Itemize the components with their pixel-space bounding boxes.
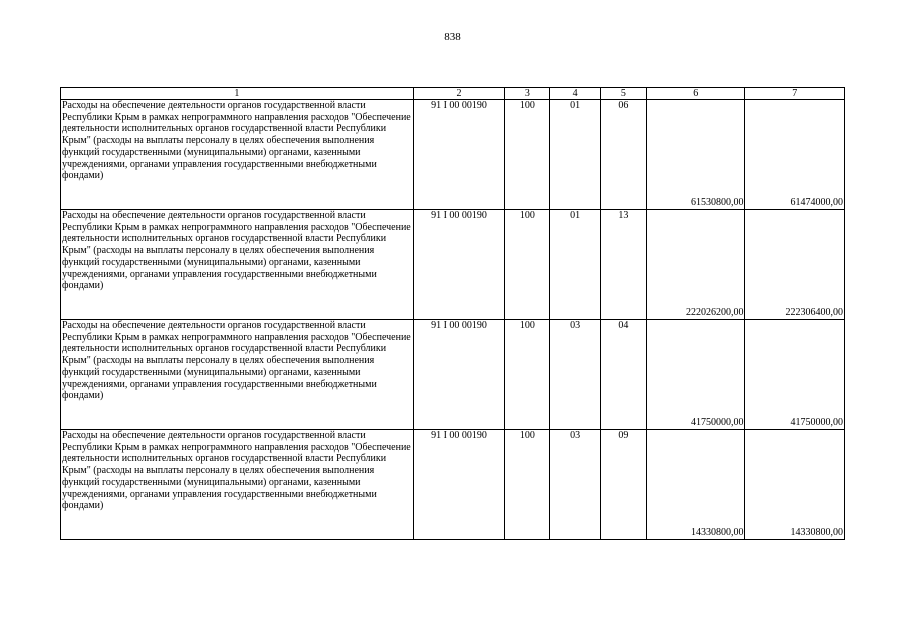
section-code: 01 (550, 210, 600, 320)
subsection-code: 06 (600, 100, 646, 210)
header-row (61, 88, 845, 100)
expense-type-code: 100 (505, 100, 550, 210)
subsection-code: 13 (600, 210, 646, 320)
column-header: 1 (61, 88, 414, 100)
subsection-code: 09 (600, 430, 646, 540)
expense-description: Расходы на обеспечение деятельности органов государственной власти Республики Крым в рамках непрограммного направления расходов "Обеспечение деятельности исполнительных органов государственной власти Республики Крым" (расходы на выплаты персоналу в целях обеспечения выполнения функций государственными (муниципальными) органами, казенными учреждениями, органами управления государственными внебюджетными фондами) (61, 210, 414, 320)
expense-type-code: 100 (505, 210, 550, 320)
amount-column-6: 41750000,00 (646, 320, 745, 430)
target-code: 91 I 00 00190 (413, 210, 504, 320)
amount-column-6: 61530800,00 (646, 100, 745, 210)
table-row (61, 320, 845, 430)
column-header: 5 (600, 88, 646, 100)
column-header: 4 (550, 88, 600, 100)
column-header: 7 (745, 88, 845, 100)
target-code: 91 I 00 00190 (413, 430, 504, 540)
amount-column-7: 14330800,00 (745, 430, 845, 540)
section-code: 03 (550, 430, 600, 540)
column-header: 2 (413, 88, 504, 100)
target-code: 91 I 00 00190 (413, 100, 504, 210)
amount-column-6: 222026200,00 (646, 210, 745, 320)
expense-description: Расходы на обеспечение деятельности органов государственной власти Республики Крым в рамках непрограммного направления расходов "Обеспечение деятельности исполнительных органов государственной власти Республики Крым" (расходы на выплаты персоналу в целях обеспечения выполнения функций государственными (муниципальными) органами, казенными учреждениями, органами управления государственными внебюджетными фондами) (61, 100, 414, 210)
amount-column-7: 41750000,00 (745, 320, 845, 430)
budget-table (60, 87, 845, 540)
expense-description: Расходы на обеспечение деятельности органов государственной власти Республики Крым в рамках непрограммного направления расходов "Обеспечение деятельности исполнительных органов государственной власти Республики Крым" (расходы на выплаты персоналу в целях обеспечения выполнения функций государственными (муниципальными) органами, казенными учреждениями, органами управления государственными внебюджетными фондами) (61, 320, 414, 430)
table-row (61, 210, 845, 320)
expense-type-code: 100 (505, 320, 550, 430)
column-header: 6 (646, 88, 745, 100)
table-row (61, 430, 845, 540)
amount-column-7: 61474000,00 (745, 100, 845, 210)
expense-description: Расходы на обеспечение деятельности органов государственной власти Республики Крым в рамках непрограммного направления расходов "Обеспечение деятельности исполнительных органов государственной власти Республики Крым" (расходы на выплаты персоналу в целях обеспечения выполнения функций государственными (муниципальными) органами, казенными учреждениями, органами управления государственными внебюджетными фондами) (61, 430, 414, 540)
amount-column-7: 222306400,00 (745, 210, 845, 320)
page-number: 838 (444, 31, 461, 43)
section-code: 03 (550, 320, 600, 430)
section-code: 01 (550, 100, 600, 210)
table-row (61, 100, 845, 210)
column-header: 3 (505, 88, 550, 100)
expense-type-code: 100 (505, 430, 550, 540)
target-code: 91 I 00 00190 (413, 320, 504, 430)
amount-column-6: 14330800,00 (646, 430, 745, 540)
subsection-code: 04 (600, 320, 646, 430)
